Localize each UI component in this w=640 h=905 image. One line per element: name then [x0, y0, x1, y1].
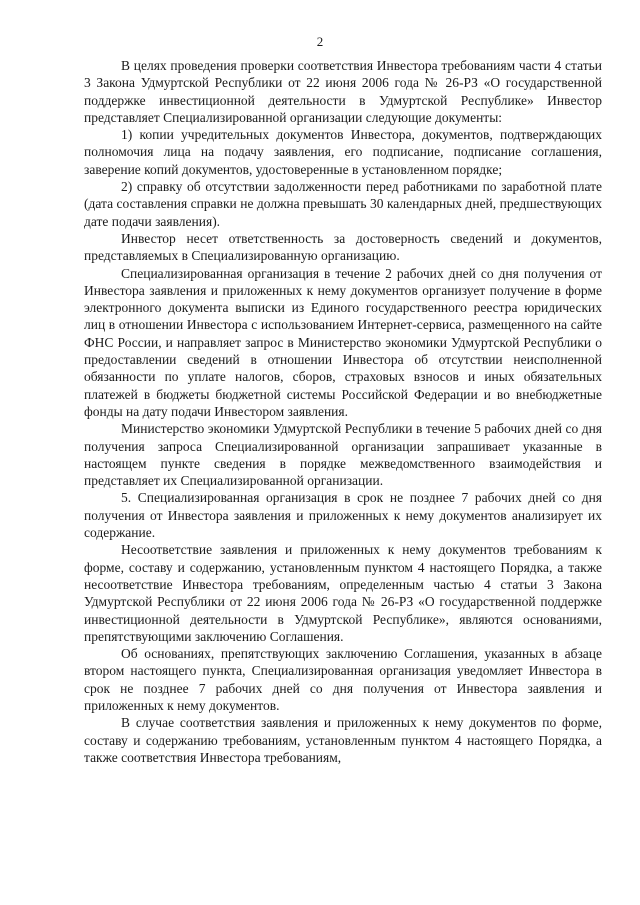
paragraph-section-5-analysis: 5. Специализированная организация в срок не позднее 7 рабочих дней со дня получения от Инвестора заявления и приложенных к нему документов анализирует их содержание. [84, 490, 602, 541]
paragraph-specialized-org-request: Специализированная организация в течение 2 рабочих дней со дня получения от Инвестора заявления и приложенных к нему документов организует получение в форме электронного документа выписки из Единого государственного реестра юридических лиц в отношении Инвестора с использованием Интернет-сервиса, размещенного на сайте ФНС России, и направляет запрос в Министерство экономики Удмуртской Республики о предоставлении сведений в отношении Инвестора об отсутствии неисполненной обязанности по уплате налогов, сборов, страховых взносов и иных обязательных платежей в бюджеты бюджетной системы Российской Федерации и во внебюджетные фонды на дату подачи Инвестором заявления. [84, 265, 602, 419]
paragraph-item-2-salary-certificate: 2) справку об отсутствии задолженности перед работниками по заработной плате (дата составления справки не должна превышать 30 календарных дней, предшествующих дате подачи заявления). [84, 179, 602, 229]
paragraph-noncompliance-grounds: Несоответствие заявления и приложенных к нему документов требованиям к форме, составу и содержанию, установленным пунктом 4 настоящего Порядка, а также несоответствие Инвестора требованиям, определенным частью 4 статьи 3 Закона Удмуртской Республики от 22 июня 2006 года № 26-РЗ «О государственной поддержке инвестиционной деятельности в Удмуртской Республике», являются основаниями, препятствующими заключению Соглашения. [84, 542, 602, 644]
paragraph-investor-responsibility: Инвестор несет ответственность за достоверность сведений и документов, представляемых в Специализированную организацию. [84, 230, 602, 264]
paragraph-investor-documents-intro: В целях проведения проверки соответствия Инвестора требованиям части 4 статьи 3 Закона Удмуртской Республики от 22 июня 2006 года № 26-РЗ «О государственной поддержке инвестиционной деятельности в Удмуртской Республике» Инвестор представляет Специализированной организации следующие документы: [84, 58, 602, 125]
page-number: 2 [316, 34, 324, 49]
paragraph-notification: Об основаниях, препятствующих заключению Соглашения, указанных в абзаце втором настоящего пункта, Специализированная организация уведомляет Инвестора в срок не позднее 7 рабочих дней со дня получения от Инвестора заявления и приложенных к нему документов. [84, 646, 602, 713]
paragraph-compliance-case: В случае соответствия заявления и приложенных к нему документов по форме, составу и содержанию требованиям, установленным пунктом 4 настоящего Порядка, а также соответствия Инвестора требованиям, [84, 715, 602, 765]
document-body [84, 57, 602, 766]
paragraph-ministry-response: Министерство экономики Удмуртской Республики в течение 5 рабочих дней со дня получения запроса Специализированной организации запрашивает указанные в настоящем пункте сведения в порядке межведомственного взаимодействия и представляет их Специализированной организации. [84, 421, 602, 489]
paragraph-item-1-founding-docs: 1) копии учредительных документов Инвестора, документов, подтверждающих полномочия лица на подачу заявления, его подписание, подписание соглашения, заверение копий документов, удостоверенные в установленном порядке; [84, 127, 602, 177]
